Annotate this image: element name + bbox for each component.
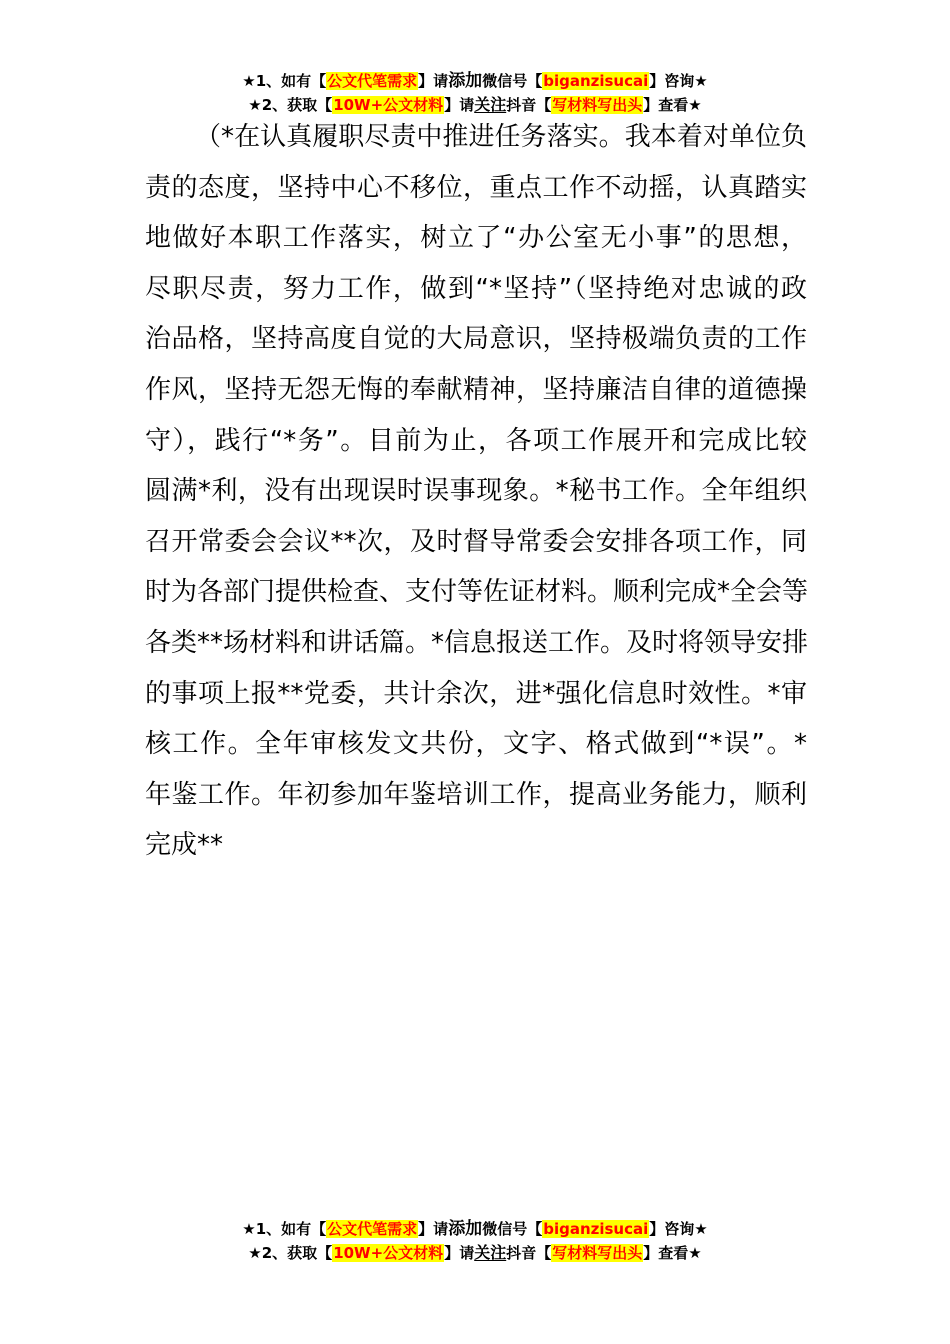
footer-line-2 <box>0 1241 950 1264</box>
body-line-11: 各类**场材料和讲话篇。*信息报送工作。及时将领导安排 <box>145 627 809 658</box>
body-paragraph <box>145 112 807 871</box>
footer-highlight-writing-service: 公文代笔需求 <box>327 1220 418 1238</box>
body-line-2: 责的态度，坚持中心不移位，重点工作不动摇，认真踏实 <box>145 172 807 203</box>
header-emphasis-add: 添加 <box>448 71 483 91</box>
header-highlight-douyin-account: 写材料写出头 <box>552 96 643 114</box>
body-line-15: 完成** <box>145 830 224 861</box>
body-line-4: 尽职尽责，努力工作，做到“*坚持”（坚持绝对忠诚的政 <box>145 273 807 304</box>
header-line-1-text: 】请 <box>418 72 449 90</box>
body-line-14: 年鉴工作。年初参加年鉴培训工作，提高业务能力，顺利 <box>145 779 807 810</box>
body-line-1: （*在认真履职尽责中推进任务落实。我本着对单位负 <box>195 122 807 152</box>
footer-highlight-wechat-id: biganzisucai <box>543 1220 649 1238</box>
header-highlight-writing-service: 公文代笔需求 <box>327 72 418 90</box>
header-highlight-wechat-id: biganzisucai <box>543 72 649 90</box>
body-line-5: 治品格，坚持高度自觉的大局意识，坚持极端负责的工作 <box>145 324 807 355</box>
footer-line-2-prefix: ★2、获取【 <box>248 1244 333 1262</box>
header-line-1-prefix: ★1、如有【 <box>242 72 327 90</box>
footer-line-1-suffix: 】咨询★ <box>649 1220 708 1238</box>
header-banner <box>0 70 950 116</box>
header-line-1 <box>0 70 950 93</box>
footer-banner <box>0 1218 950 1264</box>
header-emphasis-follow: 关注 <box>474 95 507 114</box>
header-line-1-suffix: 】咨询★ <box>649 72 708 90</box>
header-line-1-text-2: 微信号【 <box>482 72 543 90</box>
footer-line-2-suffix: 】查看★ <box>643 1244 702 1262</box>
footer-line-2-text-2: 抖音【 <box>506 1244 552 1262</box>
footer-highlight-materials: 10W+公文材料 <box>333 1244 444 1262</box>
header-line-2-text: 】请 <box>444 96 475 114</box>
body-line-7: 守），践行“*务”。目前为止，各项工作展开和完成比较 <box>145 425 807 456</box>
body-line-10: 时为各部门提供检查、支付等佐证材料。顺利完成*全会等 <box>145 577 809 608</box>
footer-line-1-prefix: ★1、如有【 <box>242 1220 327 1238</box>
footer-line-1-text: 】请 <box>418 1220 449 1238</box>
header-highlight-materials: 10W+公文材料 <box>333 96 444 114</box>
footer-emphasis-add: 添加 <box>448 1219 483 1239</box>
footer-emphasis-follow: 关注 <box>474 1243 507 1262</box>
body-line-12: 的事项上报**党委，共计余次，进*强化信息时效性。*审 <box>145 678 807 709</box>
footer-line-1 <box>0 1218 950 1241</box>
body-line-8: 圆满*利，没有出现误时误事现象。*秘书工作。全年组织 <box>145 476 807 507</box>
header-line-2-text-2: 抖音【 <box>506 96 552 114</box>
footer-line-1-text-2: 微信号【 <box>482 1220 543 1238</box>
body-line-6: 作风，坚持无怨无悔的奉献精神，坚持廉洁自律的道德操 <box>145 374 807 405</box>
body-line-9: 召开常委会会议**次，及时督导常委会安排各项工作，同 <box>145 526 807 557</box>
footer-line-2-text: 】请 <box>444 1244 475 1262</box>
header-line-2-prefix: ★2、获取【 <box>248 96 333 114</box>
footer-highlight-douyin-account: 写材料写出头 <box>552 1244 643 1262</box>
body-line-3: 地做好本职工作落实，树立了“办公室无小事”的思想， <box>145 223 807 254</box>
body-line-13: 核工作。全年审核发文共份，文字、格式做到“*误”。* <box>145 729 807 760</box>
header-line-2-suffix: 】查看★ <box>643 96 702 114</box>
